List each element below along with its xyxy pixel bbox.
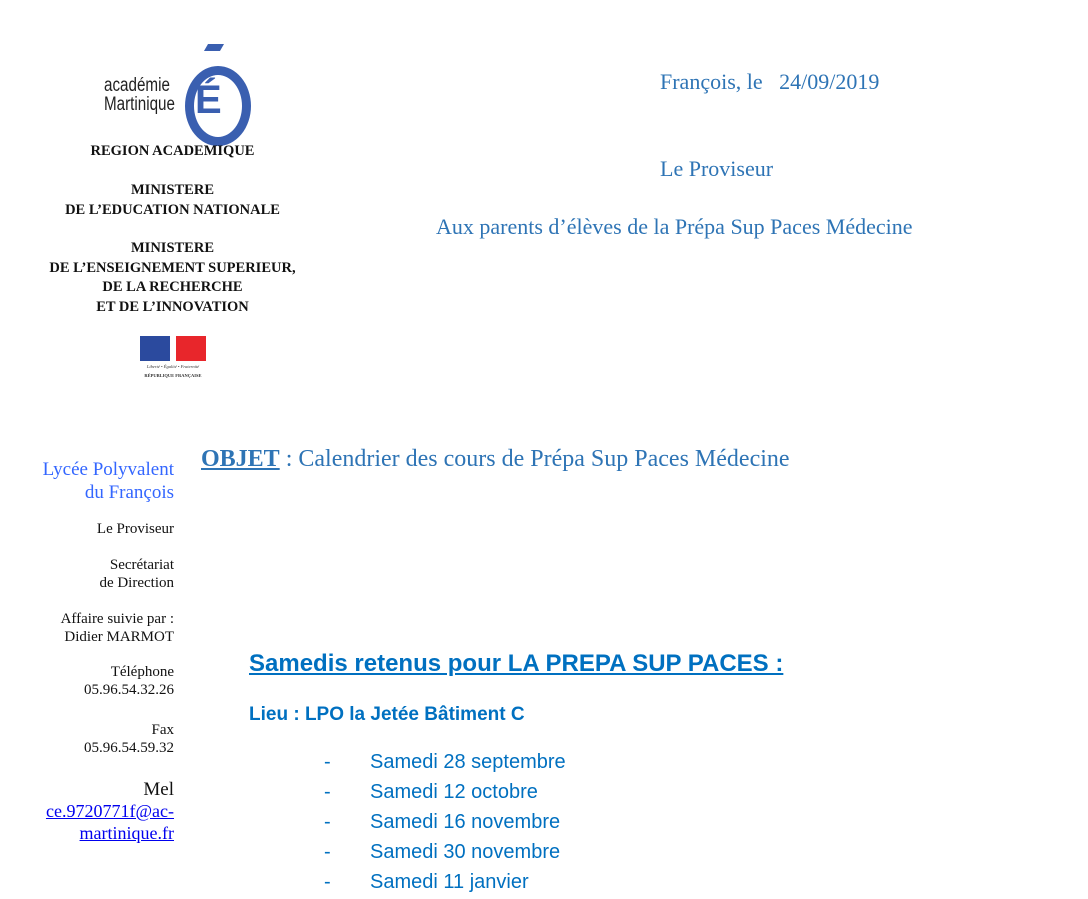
- dash: -: [324, 781, 331, 803]
- line: Fax: [151, 722, 174, 738]
- line: DE L’EDUCATION NATIONALE: [65, 201, 280, 218]
- line: Affaire suivie par :: [60, 611, 174, 627]
- line: MINISTERE: [131, 182, 214, 198]
- date: Samedi 30 novembre: [370, 841, 561, 863]
- line: Lycée Polyvalent: [42, 459, 174, 480]
- date: Samedi 12 octobre: [370, 781, 538, 803]
- line: DE LA RECHERCHE: [102, 279, 243, 295]
- line: MINISTERE: [131, 240, 214, 256]
- line[interactable]: ce.9720771f@ac-: [45, 801, 174, 821]
- sender: Le Proviseur: [660, 156, 774, 181]
- dash: -: [324, 871, 331, 893]
- republique: RÉPUBLIQUE FRANÇAISE: [144, 373, 202, 378]
- dash: -: [324, 751, 331, 773]
- motto: Liberté • Égalité • Fraternité: [146, 364, 200, 369]
- line: 05.96.54.59.32: [84, 740, 174, 756]
- objet-label: OBJET: [201, 446, 280, 472]
- logo-letter: É: [195, 78, 222, 122]
- proviseur: Le Proviseur: [96, 521, 174, 537]
- list-item: [324, 779, 566, 809]
- dash: -: [324, 841, 331, 863]
- date: Samedi 11 janvier: [370, 871, 529, 893]
- line: Secrétariat: [109, 557, 174, 573]
- place-date: François, le 24/09/2019: [660, 69, 880, 94]
- flag-red: [176, 336, 206, 361]
- school-name: [43, 458, 174, 504]
- fax: [84, 721, 174, 757]
- line: 05.96.54.32.26: [84, 682, 174, 698]
- mel-label: Mel: [143, 779, 174, 800]
- dash: -: [324, 811, 331, 833]
- objet: [201, 446, 790, 473]
- marianne-logo: [140, 336, 206, 386]
- line: ET DE L’INNOVATION: [96, 298, 249, 315]
- flag-blue: [140, 336, 170, 361]
- list-item: [324, 869, 566, 899]
- calendar-location: Lieu : LPO la Jetée Bâtiment C: [249, 704, 525, 725]
- line: DE L’ENSEIGNEMENT SUPERIEUR,: [49, 259, 296, 276]
- ministere-education: [0, 181, 345, 220]
- line[interactable]: martinique.fr: [79, 823, 174, 843]
- dates-list: [324, 749, 566, 899]
- line: de Direction: [99, 575, 174, 591]
- line: Didier MARMOT: [64, 629, 174, 645]
- logo-text: académie Martinique: [104, 75, 175, 115]
- email-link[interactable]: [46, 800, 174, 844]
- list-item: [324, 809, 566, 839]
- academie-martinique-logo: [100, 44, 245, 136]
- recipient: Aux parents d’élèves de la Prépa Sup Paces Médecine: [436, 214, 913, 239]
- list-item: [324, 749, 566, 779]
- date: Samedi 28 septembre: [370, 751, 566, 773]
- ministere-enseignement: [0, 239, 345, 317]
- logo-accent: [204, 44, 224, 51]
- line: du François: [84, 482, 174, 503]
- objet-text: : Calendrier des cours de Prépa Sup Paces Médecine: [279, 446, 790, 472]
- region-academique: REGION ACADEMIQUE: [90, 143, 255, 159]
- list-item: [324, 839, 566, 869]
- secretariat: [99, 556, 174, 592]
- date: Samedi 16 novembre: [370, 811, 561, 833]
- line: Téléphone: [110, 664, 174, 680]
- affaire-suivie: [61, 610, 174, 646]
- telephone: [84, 663, 174, 699]
- calendar-title: Samedis retenus pour LA PREPA SUP PACES :: [249, 650, 784, 677]
